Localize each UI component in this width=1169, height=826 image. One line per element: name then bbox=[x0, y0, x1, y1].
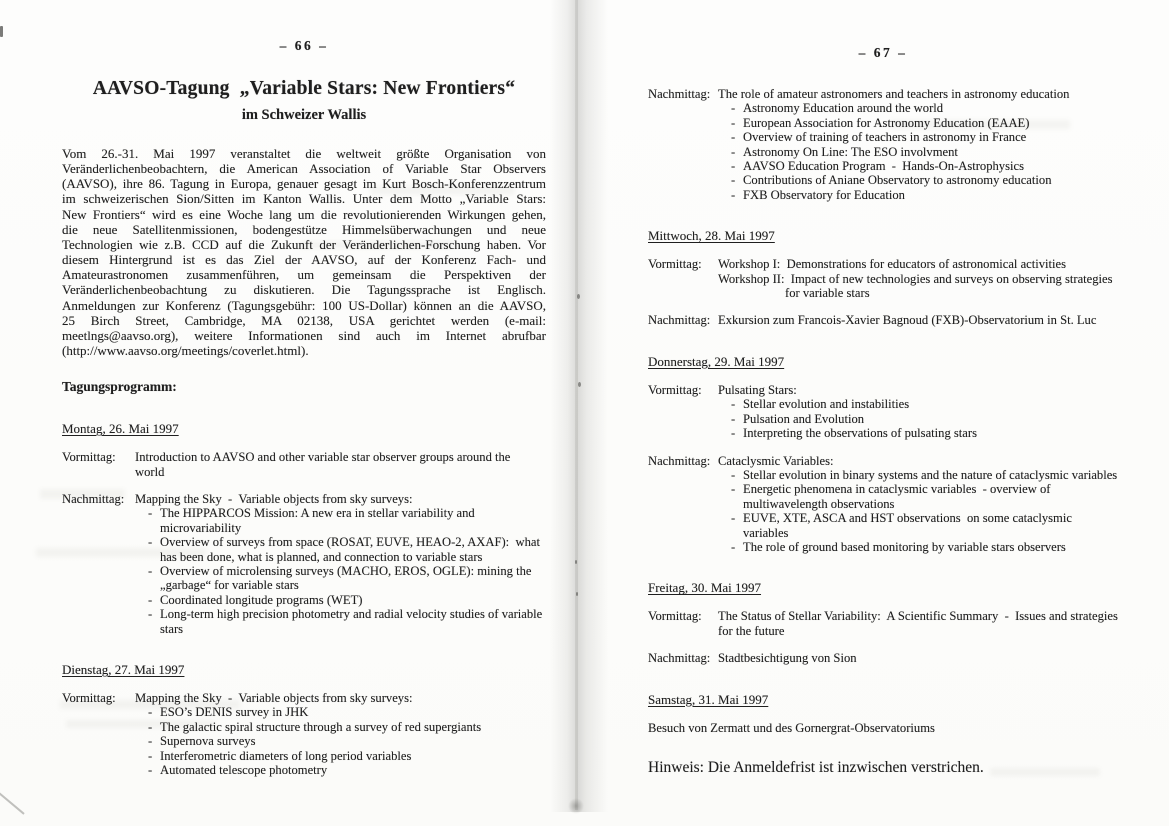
session-item: - Pulsation and Evolution bbox=[731, 412, 1118, 426]
session-item: - Interpreting the observations of pulsating stars bbox=[731, 426, 1118, 440]
day-heading bbox=[648, 354, 1118, 370]
session-row bbox=[648, 383, 1118, 441]
session-line: Mapping the Sky - Variable objects from sky surveys: bbox=[135, 492, 413, 506]
session-line: Workshop I: Demonstrations for educators of astronomical activities bbox=[718, 257, 1067, 272]
day-heading bbox=[62, 662, 546, 678]
scan-speck bbox=[578, 382, 581, 387]
session-item: - Contributions of Aniane Observatory to astronomy education bbox=[731, 173, 1118, 187]
session-item: - Overview of surveys from space (ROSAT, EUVE, HEAO-2, AXAF): what has been done, what is planned, and connection to variable stars bbox=[148, 535, 546, 564]
session-item: - AAVSO Education Program - Hands-On-Astrophysics bbox=[731, 159, 1118, 173]
session-item-list bbox=[135, 506, 546, 636]
session-item: - Astronomy On Line: The ESO involvment bbox=[731, 145, 1118, 159]
session-item-list bbox=[718, 101, 1118, 202]
day-heading-text: Freitag, 30. Mai 1997 bbox=[648, 580, 762, 596]
session-time-label: Vormittag: bbox=[62, 450, 116, 465]
session-item: - ESO’s DENIS survey in JHK bbox=[148, 705, 546, 719]
page-67 bbox=[648, 0, 1118, 792]
page-number: – 66 – bbox=[279, 38, 329, 53]
session-row bbox=[62, 492, 546, 636]
session-row bbox=[648, 257, 1118, 300]
session-item: - The HIPPARCOS Mission: A new era in stellar variability and microvariability bbox=[148, 506, 546, 535]
session-line: The role of amateur astronomers and teachers in astronomy education bbox=[718, 87, 1070, 101]
session-item: - Stellar evolution in binary systems and the nature of cataclysmic variables bbox=[731, 468, 1118, 482]
document-subtitle: im Schweizer Wallis bbox=[241, 107, 367, 123]
session-content bbox=[135, 492, 546, 636]
scan-scratch-mark bbox=[0, 791, 25, 814]
session-line: Stadtbesichtigung von Sion bbox=[718, 651, 857, 666]
session-time-label: Nachmittag: bbox=[648, 651, 711, 666]
session-row bbox=[62, 450, 546, 479]
session-item: - Energetic phenomena in cataclysmic variables - overview of multiwavelength observations bbox=[731, 482, 1118, 511]
session-row bbox=[648, 313, 1118, 327]
session-time-label: Nachmittag: bbox=[648, 313, 711, 328]
scan-speck bbox=[575, 560, 577, 564]
program-sections-left bbox=[62, 421, 546, 777]
session-row bbox=[648, 609, 1118, 638]
program-sections-right bbox=[648, 87, 1118, 735]
session-item: - Automated telescope photometry bbox=[148, 763, 546, 777]
session-content bbox=[718, 87, 1118, 202]
notice-line: Hinweis: Die Anmeldefrist ist inzwischen verstrichen. bbox=[648, 758, 984, 776]
session-time-label: Nachmittag: bbox=[648, 453, 711, 468]
session-line: Mapping the Sky - Variable objects from sky surveys: bbox=[135, 691, 413, 706]
session-row bbox=[648, 87, 1118, 202]
document-title: AAVSO-Tagung „Variable Stars: New Frontiers“ bbox=[92, 78, 516, 99]
session-line: for variable stars bbox=[785, 286, 870, 301]
session-content bbox=[718, 454, 1118, 555]
day-heading-text: Donnerstag, 29. Mai 1997 bbox=[648, 353, 785, 369]
session-time-label: Nachmittag: bbox=[62, 492, 125, 506]
session-item: - European Association for Astronomy Education (EAAE) bbox=[731, 116, 1118, 130]
session-time-label: Vormittag: bbox=[648, 257, 702, 272]
program-heading: Tagungsprogramm: bbox=[62, 379, 177, 395]
session-item: - Interferometric diameters of long period variables bbox=[148, 749, 546, 763]
session-line: The Status of Stellar Variability: A Scientific Summary - Issues and strategies bbox=[718, 609, 1118, 624]
day-heading bbox=[648, 692, 1118, 708]
session-content bbox=[718, 651, 1118, 665]
day-heading-text: Montag, 26. Mai 1997 bbox=[62, 421, 179, 437]
scan-speck bbox=[577, 294, 580, 299]
session-row bbox=[648, 454, 1118, 555]
book-spine-line bbox=[575, 0, 578, 810]
day-heading bbox=[648, 580, 1118, 596]
session-item: - Coordinated longitude programs (WET) bbox=[148, 593, 546, 607]
page-gutter-shadow bbox=[550, 0, 608, 812]
session-item: - Overview of training of teachers in astronomy in France bbox=[731, 130, 1118, 144]
page-66 bbox=[62, 0, 546, 791]
session-content bbox=[718, 383, 1118, 441]
session-content bbox=[135, 450, 546, 479]
session-item: - Astronomy Education around the world bbox=[731, 101, 1118, 115]
session-row bbox=[62, 691, 546, 777]
session-item: - The galactic spiral structure through a survey of red supergiants bbox=[148, 720, 546, 734]
session-line: world bbox=[135, 464, 165, 479]
session-item: - Long-term high precision photometry and radial velocity studies of variable stars bbox=[148, 607, 546, 636]
session-item-list bbox=[135, 705, 546, 777]
scan-edge-mark bbox=[0, 26, 3, 37]
session-line: for the future bbox=[718, 623, 785, 638]
session-item-list bbox=[718, 397, 1118, 440]
session-line: Workshop II: Impact of new technologies and surveys on observing strategies bbox=[718, 271, 1113, 286]
session-time-label: Vormittag: bbox=[648, 382, 702, 397]
scan-speck bbox=[576, 592, 578, 596]
day-heading-text: Samstag, 31. Mai 1997 bbox=[648, 691, 769, 707]
session-item-list bbox=[718, 468, 1118, 554]
session-content bbox=[718, 313, 1118, 327]
plain-paragraph: Besuch von Zermatt und des Gornergrat-Observatoriums bbox=[648, 720, 935, 735]
day-heading bbox=[648, 228, 1118, 244]
session-item: - Stellar evolution and instabilities bbox=[731, 397, 1118, 411]
session-content bbox=[718, 609, 1118, 638]
session-line: Cataclysmic Variables: bbox=[718, 453, 834, 468]
session-item: - The role of ground based monitoring by variable stars observers bbox=[731, 540, 1118, 554]
session-line: Pulsating Stars: bbox=[718, 382, 797, 397]
day-heading-text: Dienstag, 27. Mai 1997 bbox=[62, 662, 185, 678]
spine-bottom-shadow bbox=[568, 798, 584, 814]
day-heading-text: Mittwoch, 28. Mai 1997 bbox=[648, 228, 775, 244]
session-item: - FXB Observatory for Education bbox=[731, 188, 1118, 202]
session-item: - Overview of microlensing surveys (MACHO, EROS, OGLE): mining the „garbage“ for variable stars bbox=[148, 564, 546, 593]
session-line: Exkursion zum Francois-Xavier Bagnoud (FXB)-Observatorium in St. Luc bbox=[718, 313, 1097, 328]
page-number: – 67 – bbox=[858, 45, 908, 60]
session-time-label: Vormittag: bbox=[62, 691, 116, 706]
day-heading bbox=[62, 421, 546, 437]
intro-paragraph: Vom 26.-31. Mai 1997 veranstaltet die weltweit größte Organisation von Veränderlichenbeobachtern, die American Association of Variable Star Observers (AAVSO), ihre 86. Tagung in Europa, genauer gesagt im Kurt Bosch-Konferenzzentrum im schweizerischen Sion/Sitten im Kanton Wallis. Unter dem Motto „Variable Stars: New Frontiers“ wird es eine Woche lang um die revolutionierenden Wirkungen gehen, die neue Satellitenmissionen, bodengestütze Himmelsüberwachungen und neue Technologien wie z.B. CCD auf die Zukunft der Veränderlichen-Forschung haben. Vor diesem Hintergrund ist es das Ziel der AAVSO, auf der Konferenz Fach- und Amateurastronomen zusammenführen, um gemeinsam die Perspektiven der Veränderlichenbeobachtung zu diskutieren. Die Tagungssprache ist Englisch. Anmeldungen zur Konferenz (Tagungsgebühr: 100 US-Dollar) können an die AAVSO, 25 Birch Street, Cambridge, MA 02138, USA gerichtet werden (e-mail: meetlngs@aavso.org), weitere Informationen sind auch im Internet abrufbar (http://www.aavso.org/meetings/coverlet.html). bbox=[62, 146, 546, 359]
session-content bbox=[135, 691, 546, 777]
session-content bbox=[718, 257, 1118, 300]
session-time-label: Vormittag: bbox=[648, 609, 702, 624]
session-line: Introduction to AAVSO and other variable star observer groups around the bbox=[135, 450, 511, 465]
session-row bbox=[648, 651, 1118, 665]
session-item: - Supernova surveys bbox=[148, 734, 546, 748]
session-time-label: Nachmittag: bbox=[648, 87, 711, 101]
session-item: - EUVE, XTE, ASCA and HST observations on some cataclysmic variables bbox=[731, 511, 1118, 540]
